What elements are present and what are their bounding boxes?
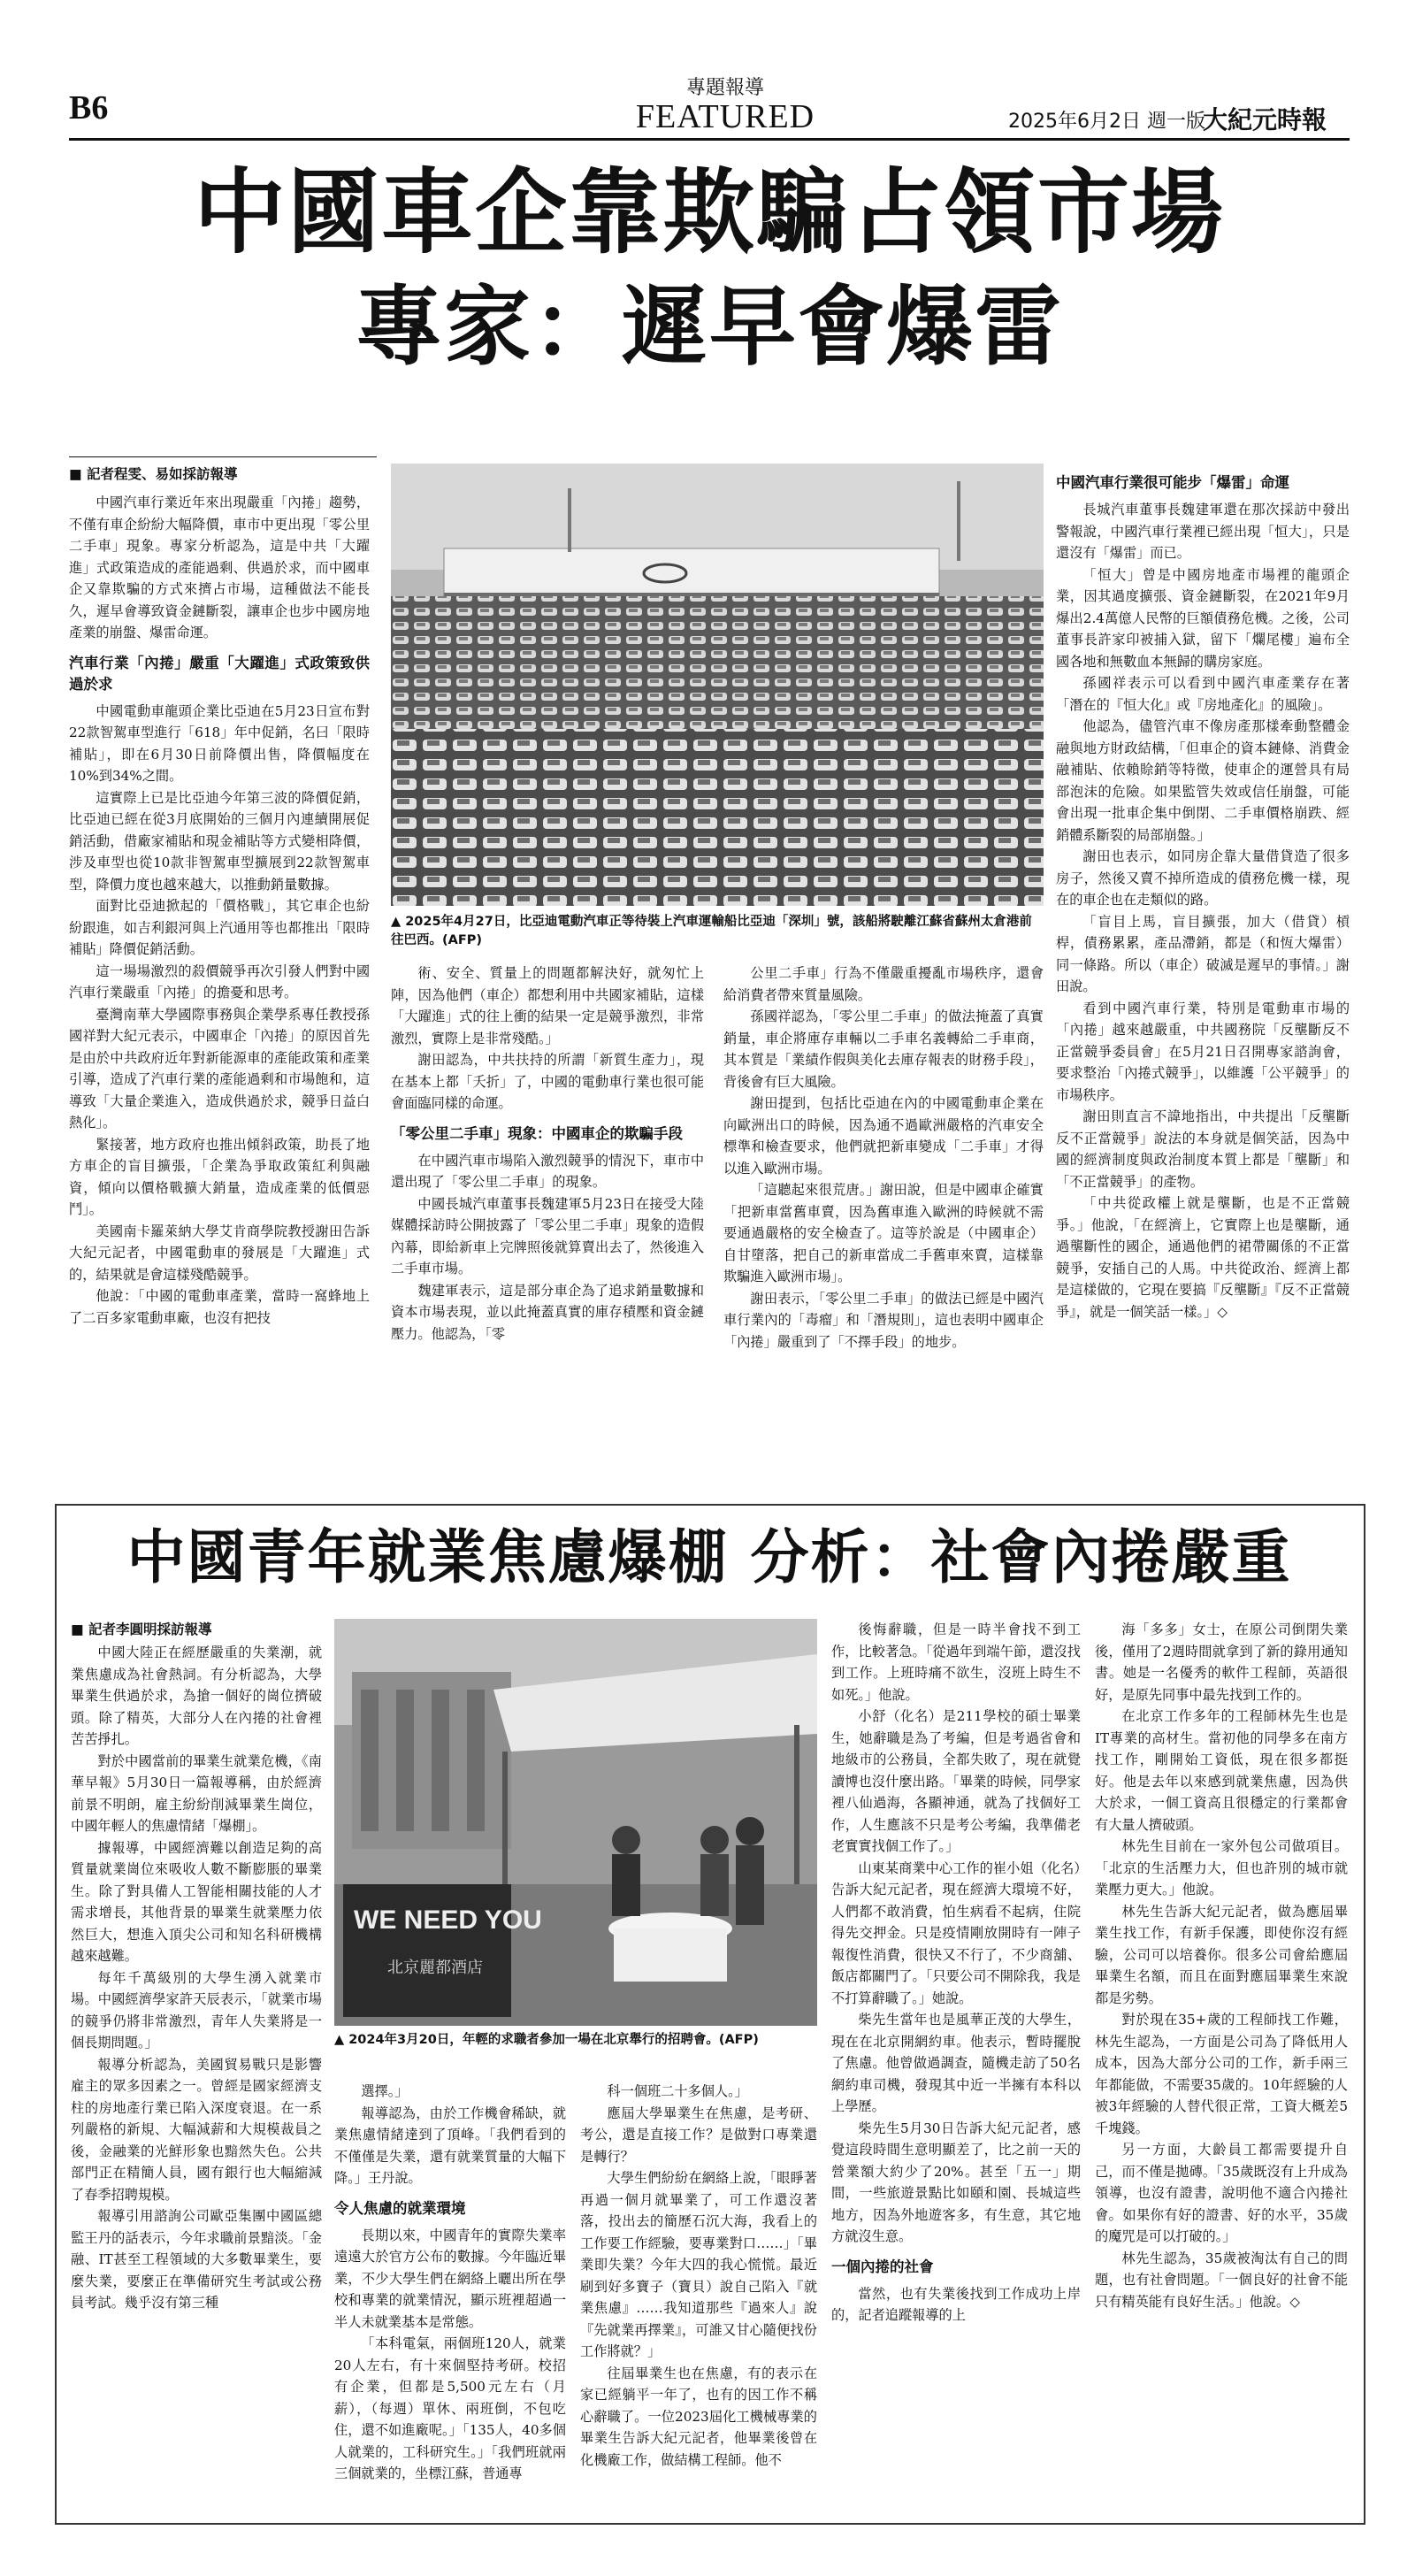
newspaper-logo: 大紀元時報 — [1203, 105, 1327, 134]
paragraph: 當然，也有失業後找到工作成功上岸的，記者追蹤報導的上 — [831, 2285, 1081, 2323]
byline-rule — [69, 456, 377, 457]
paragraph: 報導引用諮詢公司歐亞集團中國區總監王丹的話表示，今年求職前景黯淡。「金融、IT甚至工程領域的大多數畢業生，要麼失業，要麼正在準備研究生考試或公務員考試。幾乎沒有第三種 — [71, 2208, 322, 2311]
paragraph: 報導分析認為，美國貿易戰只是影響雇主的眾多因素之一。曾經是國家經濟支柱的房地產行業已陷入深度衰退。在一系列嚴格的新規、大幅減薪和大規模裁員之後，金融業的光鮮形象也黯然失色。公共部門正在精簡人員，國有銀行也大幅縮減了春季招聘規模。 — [71, 2056, 322, 2203]
article2-byline: ■ 記者李圓明採訪報導 — [71, 1622, 212, 1637]
paragraph: 往屆畢業生也在焦慮，有的表示在家已經躺平一年了，也有的因工作不稱心辭職了。一位2023屆化工機械專業的畢業生告訴大紀元記者，他畢業後曾在化機廠工作，做結構工程師。他不 — [580, 2365, 817, 2468]
article1-column-3 — [723, 962, 1044, 1491]
paragraph: 中國大陸正在經歷嚴重的失業潮，就業焦慮成為社會熱詞。有分析認為，大學畢業生供過於求，為搶一個好的崗位擠破頭。除了精英，大部分人在內捲的社會裡苦苦掙扎。 — [71, 1644, 322, 1747]
article1-column-4 — [1056, 464, 1350, 1491]
subheading: 令人焦慮的就業環境 — [334, 2199, 466, 2217]
section-header — [610, 73, 840, 134]
subheading: 「零公里二手車」現象：中國車企的欺騙手段 — [391, 1124, 683, 1142]
paragraph: 據報導，中國經濟難以創造足夠的高質量就業崗位來吸收人數不斷膨脹的畢業生。除了對具備人工智能相關技能的人才需求增長，其他背景的畢業生就業壓力依然巨大，想進入頂尖公司和知名科研機構越來越難。 — [71, 1839, 322, 1964]
article2-column-4 — [831, 1619, 1081, 2512]
paragraph: 長城汽車董事長魏建軍還在那次採訪中發出警報說，中國汽車行業裡已經出現「恒大」，只是還沒有「爆雷」而已。 — [1056, 502, 1350, 561]
job-fair-image — [334, 1619, 817, 2026]
paragraph: 看到中國汽車行業，特別是電動車市場的「內捲」越來越嚴重，中共國務院「反壟斷反不正當競爭委員會」在5月21日召開專家諮詢會，要求整治「內捲式競爭」，以維護「公平競爭」的市場秩序。 — [1056, 1000, 1350, 1103]
paragraph: 謝田認為，中共扶持的所謂「新質生產力」，現在基本上都「夭折」了，中國的電動車行業也很可能會面臨同樣的命運。 — [391, 1052, 704, 1111]
paragraph: 他認為，儘管汽車不像房產那樣牽動整體金融與地方財政結構，「但車企的資本鏈條、消費金融補貼、依賴賒銷等特徵，使車企的運營具有局部泡沫的危險。如果監管失效或信任崩盤，可能會出現一批車企集中倒閉、二手車價格崩跌、經銷體系斷裂的局部崩盤。」 — [1056, 718, 1350, 843]
article2-column-1 — [71, 1642, 322, 2512]
paragraph: 山東某商業中心工作的崔小姐（化名）告訴大紀元記者，現在經濟大環境不好，人們都不敢消費，怕生病看不起病，住院得先交押金。只是疫情剛放開時有一陣子報復性消費，很快又不行了，不少商舖、飯店都關門了。「只要公司不開除我，我是不打算辭職了。」她說。 — [831, 1859, 1081, 2006]
issue-date: 2025年6月2日 週一版 — [1008, 111, 1205, 133]
article2-column-2 — [334, 2081, 566, 2512]
paragraph: 「盲目上馬，盲目擴張，加大（借貸）槓桿，債務累累，產品滯銷，都是（和恆大爆雷）同一條路。所以（車企）破滅是遲早的事情。」謝田說。 — [1056, 913, 1350, 994]
paragraph: 每年千萬級別的大學生湧入就業市場。中國經濟學家許天辰表示，「就業市場的競爭仍將非常激烈，青年人失業將是一個長期問題。」 — [71, 1969, 322, 2051]
paragraph: 林先生告訴大紀元記者，做為應屆畢業生找工作，有新手保護，即使你沒有經驗，公司可以培養你。很多公司會給應屆畢業生名額，而且在面對應屆畢業生來說都是劣勢。 — [1095, 1903, 1348, 2006]
article1-headline: 中國車企靠欺騙占領市場 — [193, 158, 1225, 266]
paragraph: 在中國汽車市場陷入激烈競爭的情況下，車市中還出現了「零公里二手車」的現象。 — [391, 1152, 704, 1190]
page-number: B6 — [69, 89, 109, 126]
paragraph: 他說：「中國的電動車產業，當時一窩蜂地上了二百多家電動車廠，也沒有把技 — [69, 1288, 370, 1326]
paragraph: 孫國祥認為，「零公里二手車」的做法掩蓋了真實銷量，車企將庫存車輛以二手車名義轉給二手車商，其本質是「業績作假與美化去庫存報表的財務手段」，背後會有巨大風險。 — [723, 1008, 1044, 1090]
article2-column-3 — [580, 2081, 817, 2512]
paragraph: 中國電動車龍頭企業比亞迪在5月23日宣布對22款智駕車型進行「618」年中促銷，名曰「限時補貼」，即在6月30日前降價出售，降價幅度在10%到34%之間。 — [69, 702, 370, 784]
paragraph: 在北京工作多年的工程師林先生也是IT專業的高材生。當初他的同學多在南方找工作，剛開始工資低，現在很多都挺好。他是去年以來感到就業焦慮，因為供大於求，一個工資高且很穩定的行業都會有大量人擠破頭。 — [1095, 1708, 1348, 1833]
paragraph: 謝田表示，「零公里二手車」的做法已經是中國汽車行業內的「毒瘤」和「潛規則」，這也表明中國車企「內捲」嚴重到了「不擇手段」的地步。 — [723, 1290, 1044, 1350]
paragraph: 對於現在35+歲的工程師找工作難，林先生認為，一方面是公司為了降低用人成本，因為大部分公司的工作，新手兩三年都能做，不需要35歲的。10年經驗的人被3年經驗的人替代很正常，工資大概差5千塊錢。 — [1095, 2012, 1348, 2136]
car-port-image — [391, 464, 1044, 906]
section-title-en: FEATURED — [635, 98, 815, 135]
paragraph: 這一場場激烈的殺價競爭再次引發人們對中國汽車行業嚴重「內捲」的擔憂和思考。 — [69, 962, 370, 1000]
article1-column-2 — [391, 962, 704, 1491]
job-fair-caption: ▲ 2024年3月20日，年輕的求職者參加一場在北京舉行的招聘會。(AFP) — [334, 2033, 759, 2047]
article1-subheadline: 專家：遲早會爆雷 — [355, 277, 1063, 378]
article1-byline: ■ 記者程雯、易如採訪報導 — [69, 466, 238, 482]
paragraph: 這實際上已是比亞迪今年第三波的降價促銷，比亞迪已經在從3月底開始的三個月內連續開展促銷活動，借廠家補貼和現金補貼等方式變相降價，涉及車型也從10款非智駕車型擴展到22款智駕車型，降價力度也越來越大，以推動銷量數據。 — [69, 789, 370, 893]
paragraph: 術、安全、質量上的問題都解決好，就匆忙上陣，因為他們（車企）都想利用中共國家補貼，這樣「大躍進」式的往上衝的結果一定是競爭激烈，非常激烈，實際上是非常殘酷。」 — [391, 965, 704, 1046]
paragraph: 選擇。」 — [361, 2083, 409, 2099]
job-fair-photo — [334, 1619, 817, 2026]
paragraph: 中國汽車行業近年來出現嚴重「內捲」趨勢，不僅有車企紛紛大幅降價，車市中更出現「零公里二手車」現象。專家分析認為，這是中共「大躍進」式政策造成的產能過剩、供過於求，而中國車企又靠欺騙的方式來擠占市場，這種做法不能長久，遲早會導致資金鏈斷裂，讓車企也步中國房地產業的崩盤、爆雷命運。 — [69, 494, 370, 640]
paragraph: 林先生目前在一家外包公司做項目。「北京的生活壓力大，但也許別的城市就業壓力更大。」他說。 — [1095, 1838, 1348, 1898]
paragraph: 「中共從政權上就是壟斷，也是不正當競爭。」他說，「在經濟上，它實際上也是壟斷，通過壟斷性的國企，通過他們的裙帶關係的不正當競爭，安插自己的人馬。中共從政治、經濟上都是這樣做的，它現在要搞『反壟斷』『反不正當競爭』，就是一個笑話一樣。」◇ — [1056, 1195, 1350, 1320]
paragraph: 對於中國當前的畢業生就業危機，《南華早報》5月30日一篇報導稱，由於經濟前景不明朗，雇主紛紛削減畢業生崗位，中國年輕人的焦慮情緒「爆棚」。 — [71, 1752, 322, 1834]
paragraph: 「恒大」曾是中國房地產市場裡的龍頭企業，因其過度擴張、資金鏈斷裂，在2021年9月爆出2.4萬億人民幣的巨額債務危機。之後，公司董事長許家印被捕入獄，留下「爛尾樓」遍布全國各地和無數血本無歸的購房家庭。 — [1056, 566, 1350, 670]
paragraph: 另一方面，大齡員工都需要提升自己，而不僅是拋磚。「35歲既沒有上升成為領導，也沒有證書，說明他不適合內捲社會。如果你有好的證書、好的水平，35歲的魔咒是可以打破的。」 — [1095, 2142, 1348, 2244]
paragraph: 魏建軍表示，這是部分車企為了追求銷量數據和資本市場表現，並以此掩蓋真實的庫存積壓和資金鏈壓力。他認為，「零 — [391, 1282, 704, 1342]
article1-column-1 — [69, 492, 370, 1491]
paragraph: 緊接著，地方政府也推出傾斜政策，助長了地方車企的盲目擴張，「企業為爭取政策紅利與融資，傾向以價格戰擴大銷量，造成產業的低價惡鬥」。 — [69, 1136, 370, 1217]
paragraph: 面對比亞迪掀起的「價格戰」，其它車企也紛紛跟進，如吉利銀河與上汽通用等也都推出「限時補貼」降價促銷活動。 — [69, 898, 370, 957]
paragraph: 應屆大學畢業生在焦慮，是考研、考公，還是直接工作？是做對口專業還是轉行？ — [580, 2104, 817, 2165]
paragraph: 柴先生5月30日告訴大紀元記者，感覺這段時間生意明顯差了，比之前一天的營業額大約少了20%。甚至「五一」期間，一些旅遊景點比如頤和園、長城這些地方，因為外地遊客多，有生意，其它地方就沒生意。 — [831, 2120, 1081, 2244]
header-divider — [69, 138, 1350, 141]
article2-column-5 — [1095, 1619, 1348, 2512]
car-port-photo — [391, 464, 1044, 906]
paragraph: 長期以來，中國青年的實際失業率遠遠大於官方公布的數據。今年臨近畢業，不少大學生們在網絡上曬出所在學校和專業的就業情況，顯示班裡超過一半人未就業基本是常態。 — [334, 2227, 566, 2330]
paragraph: 後悔辭職，但是一時半會找不到工作，比較著急。「從過年到端午節，還沒找到工作。上班時痛不欲生，沒班上時生不如死。」他說。 — [831, 1622, 1081, 1703]
subheading: 中國汽車行業很可能步「爆雷」命運 — [1056, 474, 1289, 491]
paragraph: 「本科電氣，兩個班120人，就業20人左右，有十來個堅持考研。校招有企業，但都是5,500元左右（月薪），（每週）單休、兩班倒，不包吃住，還不如進廠呢。」「135人，40多個人就業的，工科研究生。」「我們班就兩三個就業的，坐標江蘇，普通專 — [334, 2335, 566, 2481]
article2-headline: 中國青年就業焦慮爆棚 分析：社會內捲嚴重 — [126, 1523, 1292, 1591]
paragraph: 謝田提到，包括比亞迪在內的中國電動車企業在向歐洲出口的時候，因為通不過歐洲嚴格的汽車安全標準和檢查要求，他們就把新車變成「二手車」才得以進入歐洲市場。 — [723, 1095, 1044, 1177]
paragraph: 中國長城汽車董事長魏建軍5月23日在接受大陸媒體採訪時公開披露了「零公里二手車」現象的造假內幕，即給新車上完牌照後就算賣出去了，然後進入二手車市場。 — [391, 1195, 704, 1276]
paragraph: 謝田則直言不諱地指出，中共提出「反壟斷反不正當競爭」說法的本身就是個笑話，因為中國的經濟制度與政治制度本質上都是「壟斷」和「不正當競爭」的產物。 — [1056, 1108, 1350, 1190]
paragraph: 海「多多」女士，在原公司倒閉失業後，僅用了2週時間就拿到了新的錄用通知書。她是一名優秀的軟件工程師，英語很好，是原先同事中最先找到工作的。 — [1095, 1622, 1348, 1703]
paragraph: 臺灣南華大學國際事務與企業學系專任教授孫國祥對大紀元表示，中國車企「內捲」的原因首先是由於中共政府近年對新能源車的產能政策和產業引導，造成了汽車行業的產能過剩和市場飽和，這導致「大量企業進入，造成供過於求，競爭日益白熱化」。 — [69, 1006, 370, 1131]
subheading: 一個內捲的社會 — [831, 2258, 934, 2275]
sign-text-hotel: 北京麗都酒店 — [387, 1959, 483, 1977]
paragraph: 「這聽起來很荒唐。」謝田說，但是中國車企確實「把新車當舊車賣，因為舊車進入歐洲的時候就不需要通過嚴格的安全檢查了。這等於說是（中國車企）自甘墮落，把自己的新車當成二手舊車來賣，這樣靠欺騙進入歐洲市場」。 — [723, 1182, 1044, 1284]
paragraph: 美國南卡羅萊納大學艾肯商學院教授謝田告訴大紀元記者，中國電動車的發展是「大躍進」式的，結果就是會這樣殘酷競爭。 — [69, 1223, 370, 1283]
paragraph: 孫國祥表示可以看到中國汽車產業存在著「潛在的『恒大化』或『房地產化』的風險」。 — [1056, 675, 1350, 713]
paragraph: 大學生們紛紛在網絡上說，「眼睜著再過一個月就畢業了，可工作還沒著落，投出去的簡歷石沉大海，我看上的工作要工作經驗，要專業對口……」「畢業即失業？今年大四的我心慌慌。最近刷到好多寶子（寶貝）說自己陷入『就業焦慮』……我知道那些『過來人』說『先就業再擇業』，可誰又甘心隨便找份工作將就？」 — [580, 2170, 817, 2359]
section-title-zh: 專題報導 — [685, 77, 764, 99]
paragraph: 報導認為，由於工作機會稀缺，就業焦慮情緒達到了頂峰。「我們看到的不僅僅是失業，還有就業質量的大幅下降。」王丹說。 — [334, 2104, 566, 2186]
paragraph: 科一個班二十多個人。」 — [607, 2083, 748, 2099]
paragraph: 小舒（化名）是211學校的碩士畢業生，她辭職是為了考編，但是考過省會和地級市的公務員，全都失敗了，現在就覺讀博也沒什麼出路。「畢業的時候，同學家裡八仙過海，各顯神通，就為了找個好工作，人生應該不只是考公考編，我準備老老實實找個工作了。」 — [831, 1708, 1081, 1854]
car-photo-caption: ▲ 2025年4月27日，比亞迪電動汽車正等待裝上汽車運輸船比亞迪「深圳」號，該船將駛離江蘇省蘇州太倉港前往巴西。(AFP) — [391, 915, 1032, 947]
paragraph: 林先生認為，35歲被淘汰有自己的問題，也有社會問題。「一個良好的社會不能只有精英能有良好生活。」他說。◇ — [1095, 2250, 1348, 2310]
paragraph: 謝田也表示，如同房企靠大量借貸造了很多房子，然後又賣不掉所造成的債務危機一樣，現在的車企也在走類似的路。 — [1056, 848, 1350, 908]
sign-text-we-need-you: WE NEED YOU — [354, 1905, 542, 1935]
paragraph: 公里二手車」行為不僅嚴重擾亂市場秩序，還會給消費者帶來質量風險。 — [723, 965, 1044, 1003]
subheading: 汽車行業「內捲」嚴重「大躍進」式政策致供過於求 — [69, 654, 370, 693]
paragraph: 柴先生當年也是風華正茂的大學生，現在在北京開網約車。他表示，暫時擺脫了焦慮。他曾做過調查，隨機走訪了50名網約車司機，發現其中近一半擁有本科以上學歷。 — [831, 2012, 1081, 2114]
